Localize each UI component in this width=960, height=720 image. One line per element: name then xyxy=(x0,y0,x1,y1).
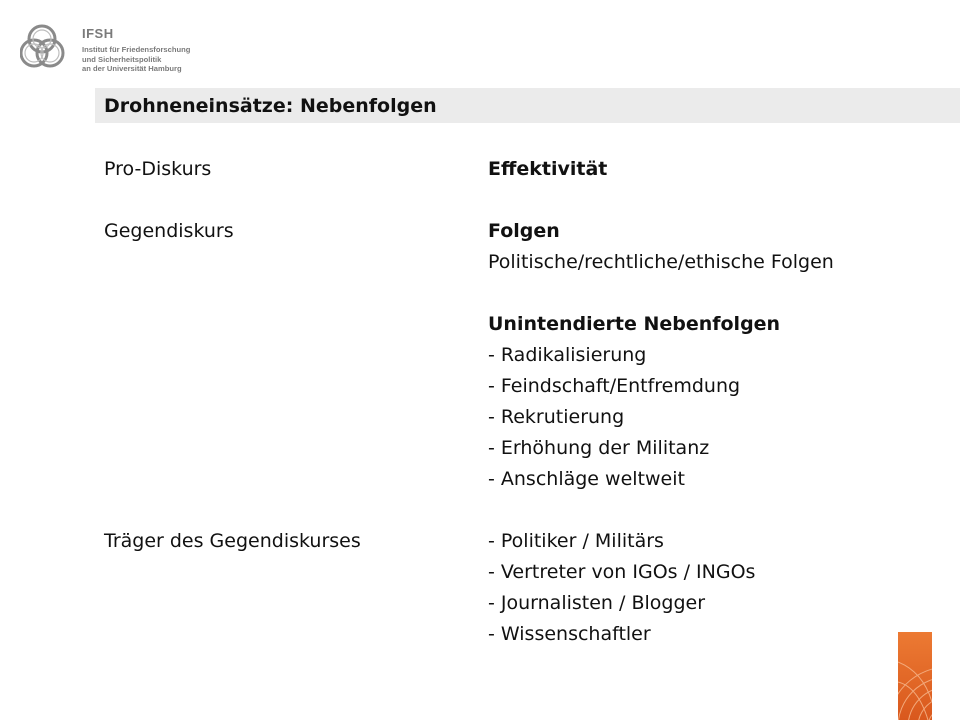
traeger-item: - Vertreter von IGOs / INGOs xyxy=(488,561,756,583)
nebenfolgen-item: - Radikalisierung xyxy=(488,344,647,366)
logo-line-3: an der Universität Hamburg xyxy=(82,64,182,73)
gegendiskurs-heading: Folgen xyxy=(488,220,560,242)
logo-line-2: und Sicherheitspolitik xyxy=(82,54,162,64)
ifsh-logo xyxy=(20,22,220,82)
logo-name: IFSH xyxy=(82,26,114,41)
traeger-item: - Journalisten / Blogger xyxy=(488,592,706,614)
ifsh-logo-icon xyxy=(20,22,76,74)
traeger-item: - Politiker / Militärs xyxy=(488,530,664,552)
traeger-label: Träger des Gegendiskurses xyxy=(104,530,361,552)
nebenfolgen-item: - Feindschaft/Entfremdung xyxy=(488,375,741,397)
pro-diskurs-heading: Effektivität xyxy=(488,158,608,180)
traeger-item: - Wissenschaftler xyxy=(488,623,651,645)
logo-line-1: Institut für Friedensforschung xyxy=(82,45,191,54)
gegendiskurs-subline: Politische/rechtliche/ethische Folgen xyxy=(488,251,834,273)
gegendiskurs-label: Gegendiskurs xyxy=(104,220,234,242)
pro-diskurs-label: Pro-Diskurs xyxy=(104,158,212,180)
orange-corner-graphic xyxy=(898,632,932,720)
nebenfolgen-item: - Rekrutierung xyxy=(488,406,625,428)
nebenfolgen-item: - Erhöhung der Militanz xyxy=(488,437,710,459)
nebenfolgen-heading: Unintendierte Nebenfolgen xyxy=(488,313,781,335)
slide-title: Drohneneinsätze: Nebenfolgen xyxy=(104,95,437,117)
nebenfolgen-item: - Anschläge weltweit xyxy=(488,468,685,490)
